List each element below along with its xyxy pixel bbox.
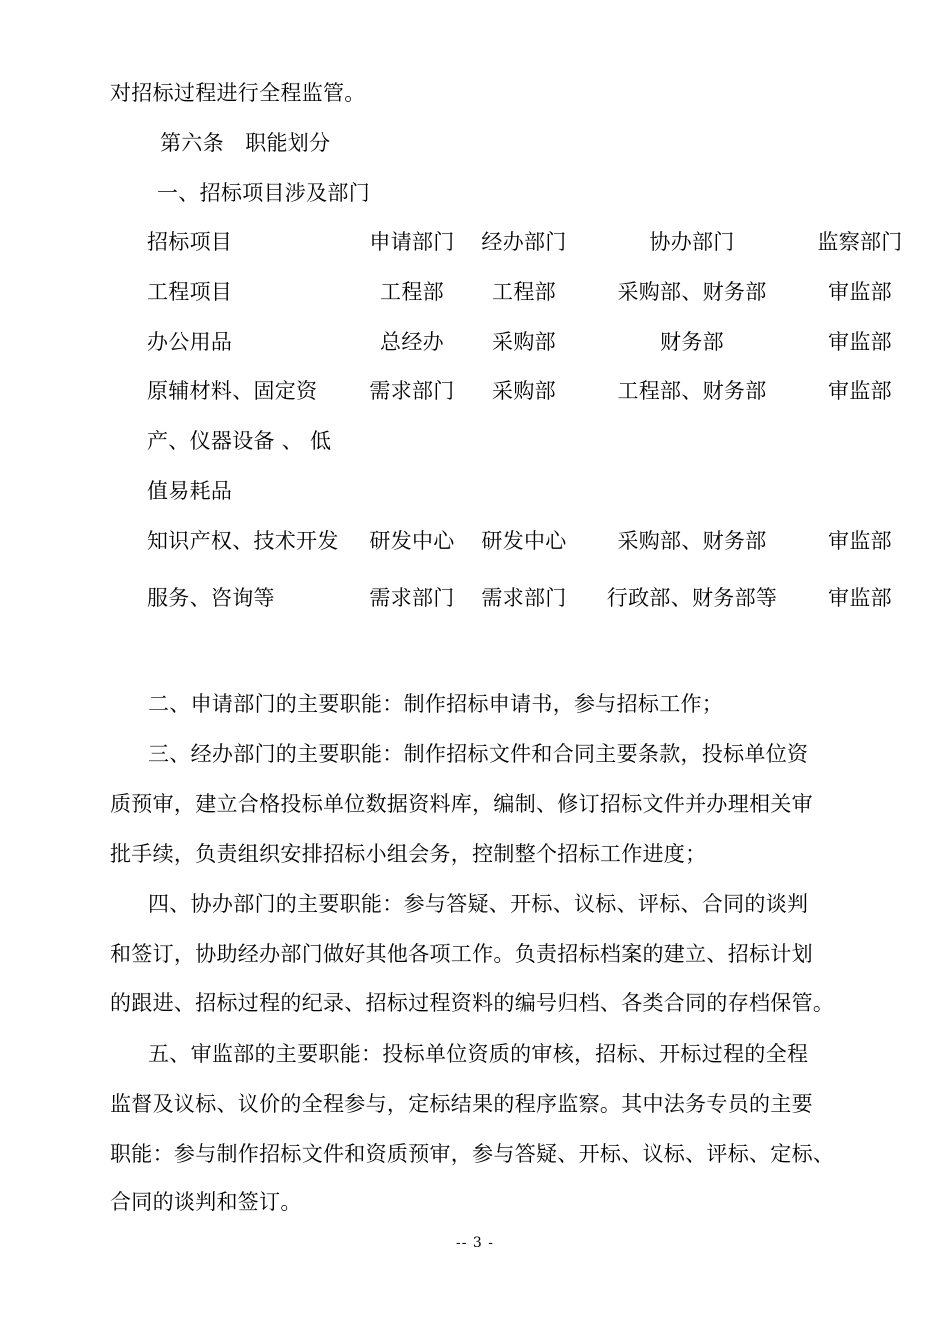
paragraph-line: 质预审，建立合格投标单位数据资料库，编制、修订招标文件并办理相关审 [110,792,813,816]
paragraph-line: 的跟进、招标过程的纪录、招标过程资料的编号归档、各类合同的存档保管。 [110,991,835,1015]
table-header-row [0,228,950,258]
paragraph-line: 四、协办部门的主要职能：参与答疑、开标、议标、评标、合同的谈判 [148,892,809,916]
section-one-title: 一、招标项目涉及部门 [157,181,370,205]
row-audit: 审监部 [828,529,892,553]
row-assist: 采购部、财务部 [617,529,767,553]
row-audit: 审监部 [828,280,892,304]
row-handle: 研发中心 [481,529,567,553]
row-item: 产、仪器设备 、 低 [147,429,332,453]
table-row [0,584,950,614]
row-item: 服务、咨询等 [147,586,275,610]
paragraph-line: 批手续，负责组织安排招标小组会务，控制整个招标工作进度； [110,842,707,866]
row-audit: 审监部 [828,586,892,610]
row-assist: 采购部、财务部 [617,280,767,304]
header-handle: 经办部门 [481,230,567,254]
table-row [0,377,950,407]
table-row [0,278,950,308]
row-item: 原辅材料、固定资 [147,379,318,403]
page-number: -- 3 - [456,1235,494,1251]
article-title: 第六条 职能划分 [160,131,331,155]
row-handle: 采购部 [492,330,556,354]
row-handle: 工程部 [492,280,556,304]
row-apply: 研发中心 [369,529,455,553]
row-audit: 审监部 [828,379,892,403]
paragraph-line: 监督及议标、议价的全程参与，定标结果的程序监察。其中法务专员的主要 [110,1092,813,1116]
paragraph-line: 二、申请部门的主要职能：制作招标申请书，参与招标工作； [148,692,724,716]
row-item: 值易耗品 [147,479,233,503]
row-item: 知识产权、技术开发 [147,529,339,553]
table-row [0,477,950,507]
row-item: 工程项目 [147,280,233,304]
row-audit: 审监部 [828,330,892,354]
row-assist: 工程部、财务部 [617,379,767,403]
row-assist: 行政部、财务部等 [606,586,778,610]
row-item: 办公用品 [147,330,233,354]
header-audit: 监察部门 [817,230,903,254]
table-row [0,527,950,557]
header-assist: 协办部门 [649,230,735,254]
row-handle: 需求部门 [481,586,567,610]
header-item: 招标项目 [147,230,233,254]
row-apply: 需求部门 [369,586,455,610]
table-row [0,328,950,358]
intro-tail-text: 对招标过程进行全程监管。 [110,81,366,105]
row-apply: 需求部门 [369,379,455,403]
row-assist: 财务部 [660,330,724,354]
row-apply: 工程部 [380,280,444,304]
row-apply: 总经办 [380,330,444,354]
table-row [0,427,950,457]
paragraph-line: 合同的谈判和签订。 [110,1190,302,1214]
paragraph-line: 五、审监部的主要职能：投标单位资质的审核，招标、开标过程的全程 [148,1042,809,1066]
row-handle: 采购部 [492,379,556,403]
header-apply: 申请部门 [369,230,455,254]
paragraph-line: 职能：参与制作招标文件和资质预审，参与答疑、开标、议标、评标、定标、 [110,1142,835,1166]
paragraph-line: 三、经办部门的主要职能：制作招标文件和合同主要条款，投标单位资 [148,742,809,766]
paragraph-line: 和签订，协助经办部门做好其他各项工作。负责招标档案的建立、招标计划 [110,942,813,966]
